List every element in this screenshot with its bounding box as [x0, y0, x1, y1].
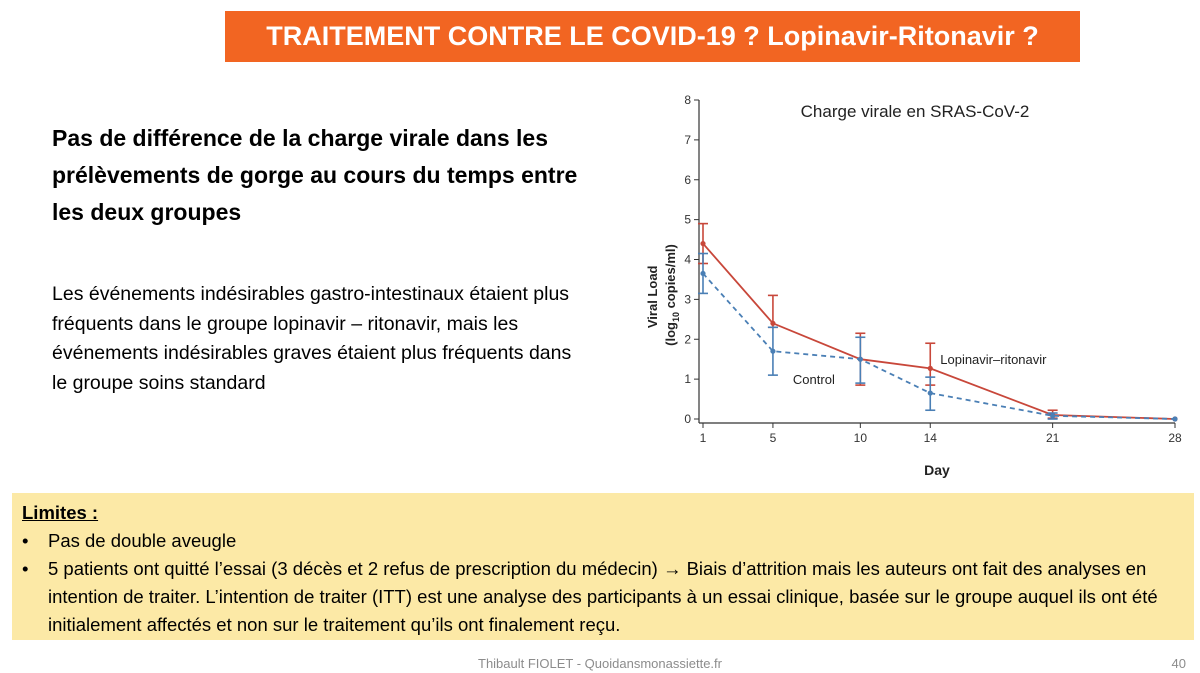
viral-load-chart [615, 85, 1190, 485]
chart-axes [684, 93, 1182, 445]
data-point [858, 357, 863, 362]
data-point [928, 366, 933, 371]
bullet-icon: • [22, 530, 29, 551]
series-label: Control [792, 372, 835, 388]
x-tick-label: 21 [1045, 431, 1060, 445]
x-tick-label: 28 [1168, 431, 1182, 445]
limits-item [22, 555, 1184, 639]
limits-list [22, 527, 1184, 639]
x-tick-label: 1 [699, 431, 707, 445]
limits-item-text: 5 patients ont quitté l’essai (3 décès et 2 refus de prescription du médecin) → Biais d’attrition mais les auteurs ont fait des analyses en intention de traiter. L’intention de traiter (ITT) est une analyse des participants à un essai clinique, basée sur le groupe auquel ils ont été initialement affectés et non sur le traitement qu’ils ont finalement reçu. [48, 558, 1158, 635]
series-line [703, 244, 1175, 419]
y-tick-label: 3 [684, 292, 691, 307]
y-tick-label: 4 [684, 252, 691, 267]
y-tick-label: 0 [684, 412, 691, 426]
y-tick-label: 8 [684, 93, 691, 107]
slide-body-text: Les événements indésirables gastro-intestinaux étaient plus fréquents dans le groupe lopinavir – ritonavir, mais les événements indésirables graves étaient plus fréquents dans le groupe soins standard [52, 283, 572, 394]
x-tick-label: 5 [769, 431, 777, 445]
limits-box [12, 493, 1194, 640]
limits-title: Limites : [22, 502, 99, 523]
x-tick-label: 10 [853, 431, 868, 445]
limits-item [22, 527, 1184, 555]
data-point [770, 349, 775, 354]
y-tick-label: 6 [684, 172, 691, 187]
footer-credit: Thibault FIOLET - Quoidansmonassiette.fr [478, 656, 722, 671]
y-axis-label-line2: (log [663, 322, 678, 346]
data-point [1050, 413, 1055, 418]
x-tick-label: 14 [923, 431, 937, 445]
y-axis-label-line1: Viral Load [645, 265, 660, 329]
y-axis-label-unit: copies/ml) [663, 244, 678, 313]
y-tick-label: 5 [684, 212, 691, 227]
limits-item-text: Pas de double aveugle [48, 530, 237, 551]
chart-title: Charge virale en SRAS-CoV-2 [800, 102, 1030, 121]
chart-series [698, 224, 1178, 422]
slide-heading: Pas de différence de la charge virale dans les prélèvements de gorge au cours du temps entre les deux groupes [52, 125, 578, 225]
slide-title: TRAITEMENT CONTRE LE COVID-19 ? Lopinavir-Ritonavir ? [225, 11, 1080, 62]
data-point [1172, 416, 1177, 421]
y-tick-label: 1 [684, 372, 691, 387]
data-point [700, 241, 705, 246]
series-label: Lopinavir–ritonavir [940, 352, 1047, 368]
data-point [700, 271, 705, 276]
y-axis-label [645, 244, 681, 346]
data-point [928, 390, 933, 395]
page-number: 40 [1171, 656, 1186, 671]
y-axis-label-subscript: 10 [671, 312, 681, 323]
x-axis-label: Day [924, 462, 950, 478]
y-tick-label: 2 [684, 332, 691, 347]
bullet-icon: • [22, 558, 29, 579]
y-tick-label: 7 [684, 132, 691, 147]
data-point [770, 321, 775, 326]
